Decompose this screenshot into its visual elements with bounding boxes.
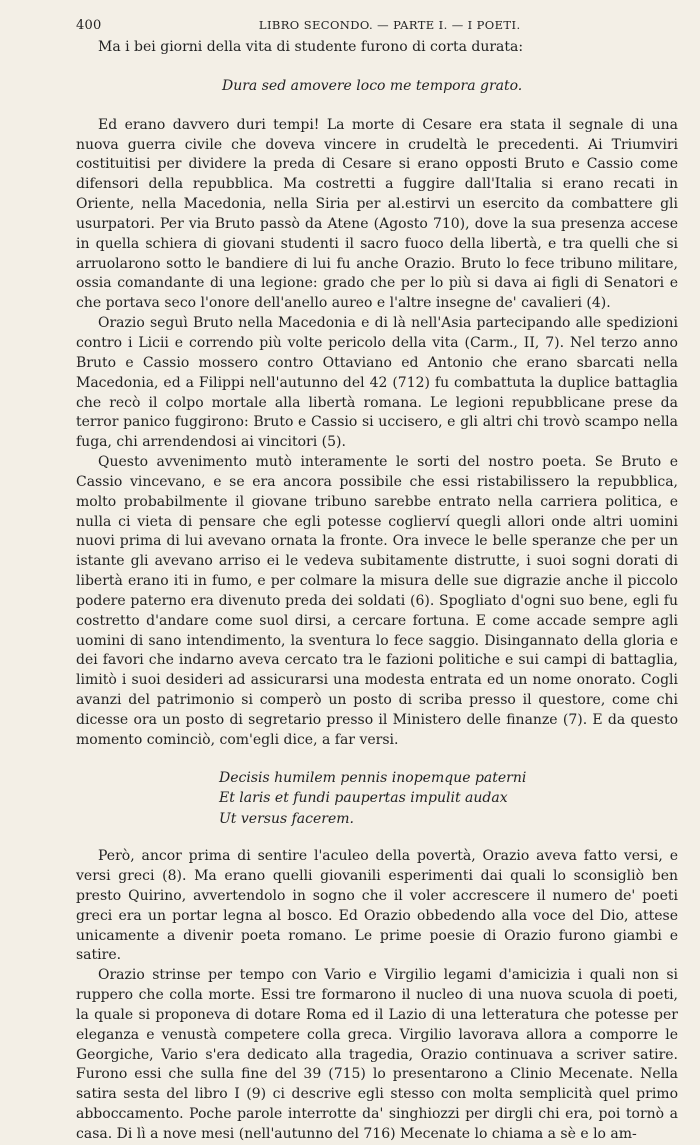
verse-line: Et laris et fundi paupertas impulit audax — [219, 790, 508, 807]
paragraph: Orazio seguì Bruto nella Macedonia e di là nell'Asia partecipando alle spedizioni contro i Licii e correndo più volte pericolo della vita (Carm., II, 7). Nel terzo anno Bruto e Cassio mossero contro Ottaviano ed Antonio che erano sbarcati nella Macedonia, ed a Filippi nell'autunno del 42 (712) fu combattuta la duplice battaglia che recò il colpo mortale alla libertà romana. Le legioni repubblicane prese da terror panico fuggirono: Bruto e Cassio si uccisero, e gli altri chi trovò scampo nella fuga, chi arrendendosi ai vincitori (5). — [76, 315, 678, 451]
intro-paragraph: Ma i bei giorni della vita di studente furono di corta durata: — [98, 39, 524, 55]
paragraph: Però, ancor prima di sentire l'aculeo della povertà, Orazio aveva fatto versi, e versi greci (8). Ma erano quelli giovanili esperimenti dai quali lo sconsigliò ben presto Quirino, avvertendolo in sogno che il voler accrescere il numero de' poeti greci era un portar legna al bosco. Ed Orazio obbedendo alla voce del Dio, attese unicamente a divenir poeta romano. Le prime poesie di Orazio furono giambi e satire. — [76, 848, 678, 964]
page-header — [76, 18, 678, 38]
book-page — [76, 18, 678, 1145]
paragraph: Orazio strinse per tempo con Vario e Virgilio legami d'amicizia i quali non si ruppero che colla morte. Essi tre formarono il nucleo di una nuova scuola di poeti, la quale si proponeva di dotare Roma ed il Lazio di una letteratura che potesse per eleganza e venustà competere colla greca. Virgilio lavorava allora a comporre le Georgiche, Vario s'era dedicato alla tragedia, Orazio continuava a scriver satire. Furono essi che sulla fine del 39 (715) lo presentarono a Clinio Mecenate. Nella satira sesta del libro I (9) ci descrive egli stesso con molta semplicità quel primo abboccamento. Poche parole interrotte da' singhiozzi per dirgli chi era, poi tornò a casa. Di lì a nove mesi (nell'autunno del 716) Mecenate lo chiama a sè e lo am- — [76, 967, 678, 1142]
latin-quote: Dura sed amovere loco me tempora grato. — [222, 77, 523, 94]
page-number: 400 — [76, 18, 102, 33]
paragraph: Ed erano davvero duri tempi! La morte di Cesare era stata il segnale di una nuova guerra civile che doveva vincere in crudeltà le precedenti. Ai Triumviri costituitisi per dividere la preda di Cesare si erano opposti Bruto e Cassio come difensori della repubblica. Ma costretti a fuggire dall'Italia si erano recati in Oriente, nella Macedonia, nella Siria per al.estirvi un esercito da combattere gli usurpatori. Per via Bruto passò da Atene (Agosto 710), dove la sua presenza accese in quella schiera di giovani studenti il sacro fuoco della libertà, e tra quelli che si arruolarono sotto le bandiere di lui fu anche Orazio. Bruto lo fece tribuno militare, ossia comandante di una legione: grado che per lo più si dava ai figli di Senatori e che portava seco l'onore dell'anello aureo e l'altre insegne de' cavalieri (4). — [76, 116, 678, 312]
verse-line: Ut versus facerem. — [219, 810, 354, 827]
paragraph: Questo avvenimento mutò interamente le sorti del nostro poeta. Se Bruto e Cassio vincevano, e se era ancora possibile che essi ristabilissero la repubblica, molto probabilmente il giovane tribuno sarebbe entrato nella carriera politica, e nulla ci vieta di pensare che egli potesse coglierví quegli allori onde altri uomini nuovi prima di lui avevano ornata la fronte. Ora invece le belle speranze che per un istante gli avevano arriso ei le vedeva subitamente distrutte, i suoi sogni dorati di libertà erano iti in fumo, e per colmare la misura delle sue digrazie anche il piccolo podere paterno era divenuto preda dei soldati (6). Spogliato d'ogni suo bene, egli fu costretto d'andare come suol dirsi, a cercare fortuna. E come accade sempre agli uomini di sano intendimento, la sventura lo fece saggio. Disingannato della gloria e dei favori che indarno aveva cercato tra le fazioni politiche e sui campi di battaglia, limitò i suoi desideri ad assicurarsi una modesta entrata ed un nome onorato. Cogli avanzi del patrimonio si comperò un posto di scriba presso il questore, come chi dicesse ora un posto di segretario presso il Ministero delle finanze (7). E da questo momento cominciò, com'egli dice, a far versi. — [76, 454, 678, 748]
latin-verses — [76, 768, 678, 830]
running-title: LIBRO SECONDO. — PARTE I. — I POETI. — [258, 18, 521, 32]
verse-line: Decisis humilem pennis inopemque paterni — [219, 769, 527, 786]
